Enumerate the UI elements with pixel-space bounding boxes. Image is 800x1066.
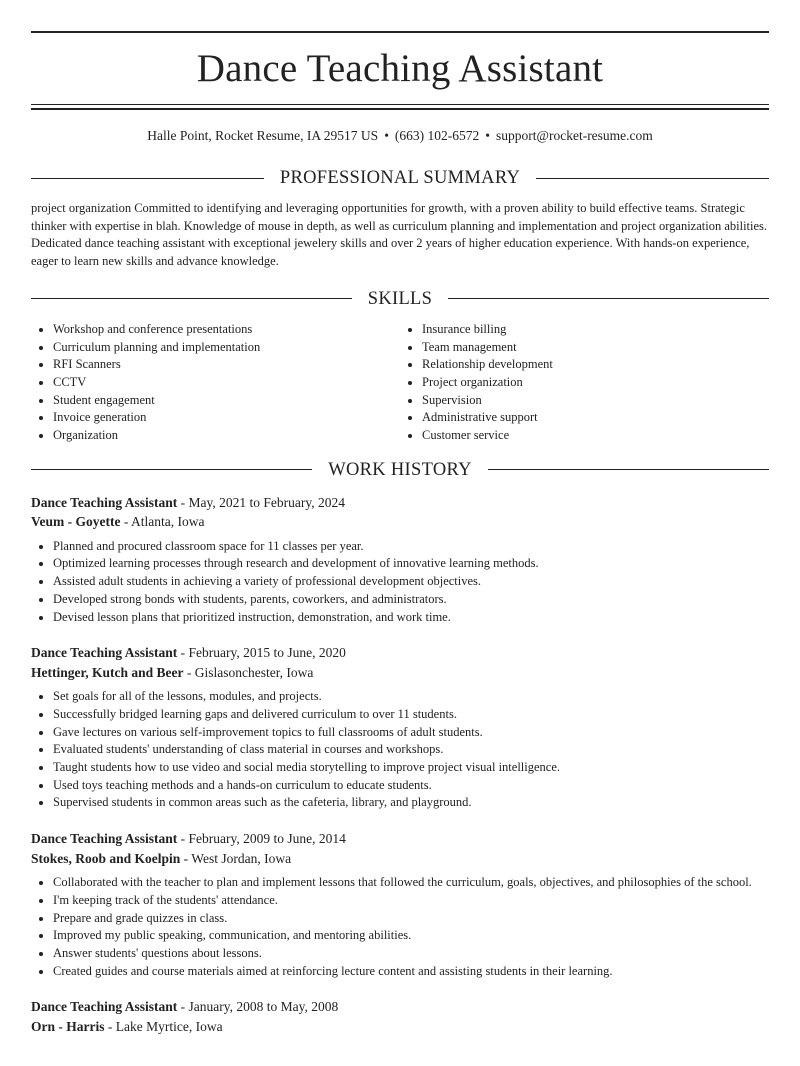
contact-separator: • (384, 128, 389, 143)
skills-list-right (400, 321, 769, 445)
job-bullet: • Assisted adult students in achieving a variety of professional development objectives. (53, 573, 769, 591)
job-bullet: • I'm keeping track of the students' attendance. (53, 892, 769, 910)
skills-list-left (31, 321, 400, 445)
job-bullet: • Prepare and grade quizzes in class. (53, 910, 769, 928)
job-bullet: • Successfully bridged learning gaps and delivered curriculum to over 11 students. (53, 706, 769, 724)
work-heading-text: WORK HISTORY (328, 459, 472, 480)
job-location: - West Jordan, Iowa (180, 850, 292, 866)
job-dates: - May, 2021 to February, 2024 (177, 494, 346, 510)
job-title: Dance Teaching Assistant (31, 645, 178, 661)
job-bullet: • Improved my public speaking, communication, and mentoring abilities. (53, 927, 769, 945)
job-bullet: • Supervised students in common areas such as the cafeteria, library, and playground. (53, 794, 769, 812)
job-company-line (31, 663, 769, 683)
resume-page (31, 31, 769, 1036)
job-bullets (31, 874, 769, 980)
skill-item: • RFI Scanners (53, 356, 400, 374)
job-entry (31, 812, 769, 980)
heading-rule-left (31, 298, 352, 299)
job-bullet: • Collaborated with the teacher to plan and implement lessons that followed the curriculum, goals, objectives, and philosophies of the school. (53, 874, 769, 892)
heading-rule-right (536, 178, 769, 179)
job-title-line (31, 997, 769, 1017)
skill-item: • Customer service (422, 427, 769, 445)
job-company-line (31, 1017, 769, 1037)
job-spacer (31, 626, 769, 643)
skill-item: • Student engagement (53, 392, 400, 410)
job-bullets (31, 688, 769, 812)
job-bullet: • Devised lesson plans that prioritized instruction, demonstration, and work time. (53, 609, 769, 627)
skill-item: • Workshop and conference presentations (53, 321, 400, 339)
job-bullet: • Answer students' questions about lessons. (53, 945, 769, 963)
job-company: Stokes, Roob and Koelpin (31, 850, 181, 866)
job-entry (31, 626, 769, 812)
job-bullets (31, 538, 769, 627)
job-company: Hettinger, Kutch and Beer (31, 664, 184, 680)
job-bullet: • Developed strong bonds with students, parents, coworkers, and administrators. (53, 591, 769, 609)
summary-text: project organization Committed to identifying and leveraging opportunities for growth, with a proven ability to build effective teams. Strategic thinker with expertise in blah. Knowledge of mouse in depth, as well as curriculum planning and implementation and project organization abilities. Dedicated dance teaching assistant with exceptional jewelery skills and over 2 years of higher education experience. With hands-on experience, eager to learn new skills and advance knowledge. (31, 201, 768, 269)
job-spacer (31, 812, 769, 829)
skills-columns (31, 321, 769, 445)
skill-item: • Insurance billing (422, 321, 769, 339)
job-title-line (31, 829, 769, 849)
job-company: Orn - Harris (31, 1018, 105, 1034)
skill-item: • Team management (422, 339, 769, 357)
heading-rule-right (488, 469, 769, 470)
summary-heading (31, 167, 769, 189)
heading-rule-left (31, 469, 312, 470)
job-dates: - February, 2009 to June, 2014 (177, 831, 346, 847)
skill-item: • Curriculum planning and implementation (53, 339, 400, 357)
skill-item: • Administrative support (422, 409, 769, 427)
job-location: - Atlanta, Iowa (120, 514, 205, 530)
contact-address: Halle Point, Rocket Resume, IA 29517 US (147, 128, 379, 143)
job-dates: - February, 2015 to June, 2020 (177, 645, 346, 661)
contact-phone: (663) 102-6572 (394, 128, 480, 143)
job-bullet: • Used toys teaching methods and a hands-on curriculum to educate students. (53, 777, 769, 795)
job-title: Dance Teaching Assistant (31, 999, 178, 1015)
top-divider (31, 31, 769, 33)
job-company-line (31, 512, 769, 532)
job-bullet: • Optimized learning processes through research and development of innovative learning methods. (53, 555, 769, 573)
job-bullet: • Evaluated students' understanding of class material in courses and workshops. (53, 741, 769, 759)
skill-item: • Supervision (422, 392, 769, 410)
job-bullet: • Taught students how to use video and social media storytelling to improve project visual intelligence. (53, 759, 769, 777)
job-title: Dance Teaching Assistant (31, 494, 178, 510)
heading-rule-left (31, 178, 264, 179)
job-entry (31, 493, 769, 627)
header-double-divider (31, 104, 769, 110)
work-heading (31, 459, 769, 481)
contact-separator: • (485, 128, 491, 143)
job-dates: - January, 2008 to May, 2008 (177, 999, 339, 1015)
job-spacer (31, 980, 769, 997)
job-company: Veum - Goyette (31, 514, 121, 530)
job-location: - Lake Myrtice, Iowa (104, 1018, 223, 1034)
contact-email[interactable]: support@rocket-resume.com (496, 128, 653, 143)
skill-item: • CCTV (53, 374, 400, 392)
job-title-line (31, 643, 769, 663)
skills-heading (31, 288, 769, 310)
job-bullet: • Set goals for all of the lessons, modules, and projects. (53, 688, 769, 706)
work-history-list (31, 493, 769, 1037)
job-title: Dance Teaching Assistant (31, 831, 178, 847)
skill-item: • Project organization (422, 374, 769, 392)
summary-heading-text: PROFESSIONAL SUMMARY (279, 168, 521, 188)
contact-line (31, 127, 769, 145)
job-company-line (31, 849, 769, 869)
job-location: - Gislasonchester, Iowa (183, 664, 314, 680)
skills-heading-text: SKILLS (367, 288, 433, 309)
job-entry (31, 980, 769, 1036)
skill-item: • Invoice generation (53, 409, 400, 427)
job-bullet: • Created guides and course materials aimed at reinforcing lecture content and assisting students in their learning. (53, 963, 769, 981)
skill-item: • Organization (53, 427, 400, 445)
job-title-line (31, 493, 769, 513)
candidate-name: Dance Teaching Assistant (196, 47, 604, 90)
job-bullet: • Gave lectures on various self-improvement topics to full classrooms of adult students. (53, 724, 769, 742)
heading-rule-right (448, 298, 769, 299)
job-bullet: • Planned and procured classroom space for 11 classes per year. (53, 538, 769, 556)
skill-item: • Relationship development (422, 356, 769, 374)
